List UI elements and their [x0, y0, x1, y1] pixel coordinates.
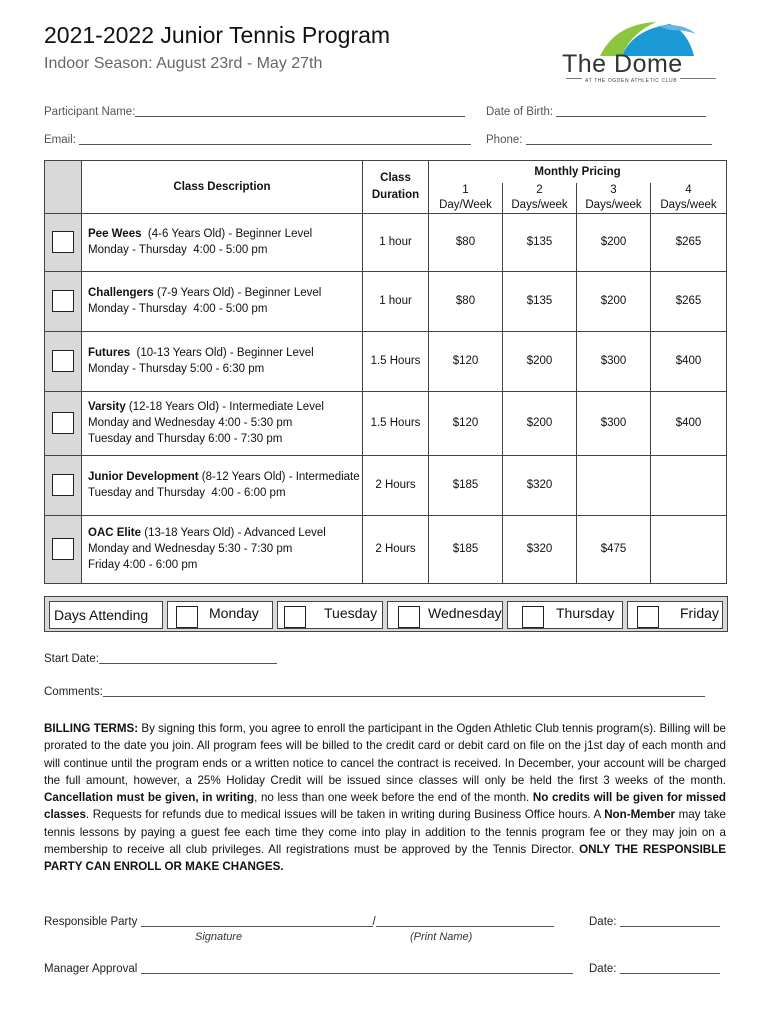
start-date-line[interactable]	[99, 652, 277, 664]
days-attending-bar	[44, 596, 728, 632]
dob-field[interactable]	[486, 105, 706, 118]
logo-text: The Dome	[562, 50, 683, 78]
manager-date-field[interactable]	[589, 962, 720, 975]
class-duration: 1 hour	[363, 213, 429, 271]
the-dome-logo	[560, 20, 725, 86]
class-name: Futures	[88, 347, 131, 359]
billing-terms	[44, 720, 726, 876]
page-subtitle: Indoor Season: August 23rd - May 27th	[44, 55, 323, 72]
class-description	[82, 515, 363, 583]
class-schedule: Monday - Thursday 5:00 - 6:30 pm	[88, 363, 265, 375]
friday-checkbox[interactable]	[637, 606, 659, 628]
monday-checkbox[interactable]	[176, 606, 198, 628]
responsible-date-field[interactable]	[589, 915, 720, 928]
price-cell: $320	[503, 455, 577, 515]
class-row	[45, 271, 727, 331]
class-checkbox-cell	[45, 271, 82, 331]
class-checkbox[interactable]	[52, 231, 74, 253]
phone-label: Phone:	[486, 134, 523, 146]
signature-slash: /	[372, 916, 376, 928]
billing-terms-heading: BILLING TERMS:	[44, 722, 139, 735]
price-cell: $320	[503, 515, 577, 583]
email-field[interactable]	[44, 133, 471, 146]
participant-name-label: Participant Name:	[44, 106, 136, 118]
price-cell: $475	[577, 515, 651, 583]
class-age-level: (4-6 Years Old) - Beginner Level	[141, 228, 313, 240]
class-title-line	[88, 345, 358, 361]
class-row	[45, 331, 727, 391]
class-name: Varsity	[88, 401, 126, 413]
price-cell: $265	[651, 213, 727, 271]
participant-name-line[interactable]	[135, 105, 465, 117]
price-cell: $135	[503, 271, 577, 331]
class-duration-header: Class Duration	[363, 161, 429, 214]
start-date-label: Start Date:	[44, 653, 99, 665]
manager-date-label: Date:	[589, 963, 617, 975]
price-cell: $80	[429, 213, 503, 271]
class-schedule: Friday 4:00 - 6:00 pm	[88, 559, 198, 571]
price-cell: $185	[429, 515, 503, 583]
class-checkbox[interactable]	[52, 538, 74, 560]
price-cell: $200	[503, 391, 577, 455]
class-checkbox-cell	[45, 213, 82, 271]
price-cell	[651, 515, 727, 583]
class-schedule: Tuesday and Thursday 4:00 - 6:00 pm	[88, 487, 286, 499]
class-name: Junior Development	[88, 471, 199, 483]
class-checkbox[interactable]	[52, 412, 74, 434]
class-duration: 1 hour	[363, 271, 429, 331]
class-duration: 1.5 Hours	[363, 331, 429, 391]
signature-caption: Signature	[195, 931, 243, 943]
class-age-level: (13-18 Years Old) - Advanced Level	[141, 527, 326, 539]
price-cell: $400	[651, 331, 727, 391]
tuesday-checkbox[interactable]	[284, 606, 306, 628]
class-description	[82, 271, 363, 331]
class-title-line	[88, 285, 358, 301]
manager-approval-label: Manager Approval	[44, 963, 138, 975]
start-date-field[interactable]	[44, 652, 277, 665]
pricing-col-3: 3 Days/week	[577, 183, 651, 214]
class-description-header: Class Description	[82, 161, 363, 214]
class-schedule: Tuesday and Thursday 6:00 - 7:30 pm	[88, 433, 283, 445]
class-title-line	[88, 226, 358, 242]
class-title-line	[88, 399, 358, 415]
price-cell: $120	[429, 391, 503, 455]
class-duration: 1.5 Hours	[363, 391, 429, 455]
price-cell: $400	[651, 391, 727, 455]
class-age-level: (12-18 Years Old) - Intermediate Level	[125, 401, 324, 413]
class-schedule: Monday and Wednesday 5:30 - 7:30 pm	[88, 543, 293, 555]
class-title-line	[88, 525, 358, 541]
dob-label: Date of Birth:	[486, 106, 554, 118]
price-cell: $80	[429, 271, 503, 331]
tuesday-label: Tuesday	[324, 605, 378, 621]
price-cell: $200	[577, 213, 651, 271]
pricing-col-1: 1 Day/Week	[429, 183, 503, 214]
wednesday-label: Wednesday	[428, 605, 502, 621]
class-table	[44, 160, 727, 584]
monthly-pricing-header: Monthly Pricing	[429, 161, 727, 183]
class-title-line	[88, 469, 358, 485]
price-cell: $185	[429, 455, 503, 515]
manager-date-line[interactable]	[620, 962, 720, 974]
comments-field[interactable]	[44, 685, 705, 698]
days-attending-label: Days Attending	[49, 601, 163, 629]
monday-label: Monday	[209, 605, 259, 621]
thursday-checkbox[interactable]	[522, 606, 544, 628]
class-duration: 2 Hours	[363, 515, 429, 583]
class-schedule: Monday and Wednesday 4:00 - 5:30 pm	[88, 417, 293, 429]
pricing-col-2: 2 Days/week	[503, 183, 577, 214]
class-schedule: Monday - Thursday 4:00 - 5:00 pm	[88, 303, 268, 315]
billing-text-3: . Requests for refunds due to medical issues will be taken in writing during Business Office hours. A	[85, 808, 605, 822]
manager-approval-field[interactable]	[44, 962, 573, 975]
billing-bold-non-member: Non-Member	[604, 808, 676, 822]
price-cell: $200	[503, 331, 577, 391]
class-age-level: (10-13 Years Old) - Beginner Level	[130, 347, 314, 359]
manager-approval-line[interactable]	[141, 962, 573, 974]
price-cell: $300	[577, 391, 651, 455]
class-checkbox[interactable]	[52, 350, 74, 372]
price-cell: $120	[429, 331, 503, 391]
billing-text-4: may take tennis lessons by paying a guest fee each time they come into play in addition to the tennis program fee or they may join on a membership to receive all club privileges. All registrations must be approved by the Tennis Director.	[44, 808, 726, 857]
class-name: Pee Wees	[88, 228, 142, 240]
class-checkbox-cell	[45, 515, 82, 583]
class-row	[45, 515, 727, 583]
participant-name-field[interactable]	[44, 105, 465, 118]
pricing-col-4: 4 Days/week	[651, 183, 727, 214]
class-checkbox[interactable]	[52, 474, 74, 496]
billing-text-1: By signing this form, you agree to enroll the participant in the Ogden Athletic Club tennis program(s). Billing will be prorated to the date you join. All program fees will be billed to the credit card or debit card on file on the j1st day of each month and will continue until the program ends or a written notice to cancel the contract is received. In December, your account will be charged the full amount, however, a 25% Holiday Credit will be issued since classes will only be held the first 3 weeks of the month.	[44, 722, 726, 787]
class-row	[45, 455, 727, 515]
class-age-level: (8-12 Years Old) - Intermediate	[198, 471, 360, 483]
checkbox-header	[45, 161, 82, 214]
class-checkbox-cell	[45, 455, 82, 515]
responsible-party-label: Responsible Party	[44, 916, 138, 928]
class-age-level: (7-9 Years Old) - Beginner Level	[153, 287, 322, 299]
print-name-caption: (Print Name)	[410, 931, 473, 943]
comments-label: Comments:	[44, 686, 103, 698]
wednesday-checkbox[interactable]	[398, 606, 420, 628]
phone-line[interactable]	[526, 133, 712, 145]
price-cell	[577, 455, 651, 515]
print-name-line[interactable]	[376, 915, 554, 927]
email-line[interactable]	[79, 133, 471, 145]
comments-line[interactable]	[103, 685, 705, 697]
dob-line[interactable]	[556, 105, 706, 117]
price-cell: $200	[577, 271, 651, 331]
class-row	[45, 391, 727, 455]
billing-text-2: , no less than one week before the end of the month.	[254, 791, 533, 805]
class-description	[82, 455, 363, 515]
class-name: Challengers	[88, 287, 154, 299]
price-cell: $265	[651, 271, 727, 331]
phone-field[interactable]	[486, 133, 712, 146]
class-checkbox-cell	[45, 391, 82, 455]
class-description	[82, 331, 363, 391]
class-name: OAC Elite	[88, 527, 142, 539]
price-cell: $135	[503, 213, 577, 271]
responsible-date-line[interactable]	[620, 915, 720, 927]
friday-label: Friday	[680, 605, 719, 621]
page-title: 2021-2022 Junior Tennis Program	[44, 22, 391, 48]
billing-bold-cancellation: Cancellation must be given, in writing	[44, 791, 255, 805]
price-cell: $300	[577, 331, 651, 391]
class-checkbox-cell	[45, 331, 82, 391]
responsible-party-field[interactable]	[44, 915, 554, 928]
logo-tagline: AT THE OGDEN ATHLETIC CLUB	[582, 78, 680, 84]
class-checkbox[interactable]	[52, 290, 74, 312]
class-description	[82, 391, 363, 455]
email-label: Email:	[44, 134, 76, 146]
class-description	[82, 213, 363, 271]
class-duration: 2 Hours	[363, 455, 429, 515]
price-cell	[651, 455, 727, 515]
responsible-date-label: Date:	[589, 916, 617, 928]
billing-bold-responsible: ONLY THE RESPONSIBLE PARTY CAN ENROLL OR MAKE CHANGES.	[44, 843, 726, 874]
thursday-label: Thursday	[556, 605, 615, 621]
signature-line[interactable]	[141, 915, 373, 927]
class-row	[45, 213, 727, 271]
billing-bold-no-credits: No credits will be given for missed classes	[44, 791, 726, 822]
class-schedule: Monday - Thursday 4:00 - 5:00 pm	[88, 244, 268, 256]
